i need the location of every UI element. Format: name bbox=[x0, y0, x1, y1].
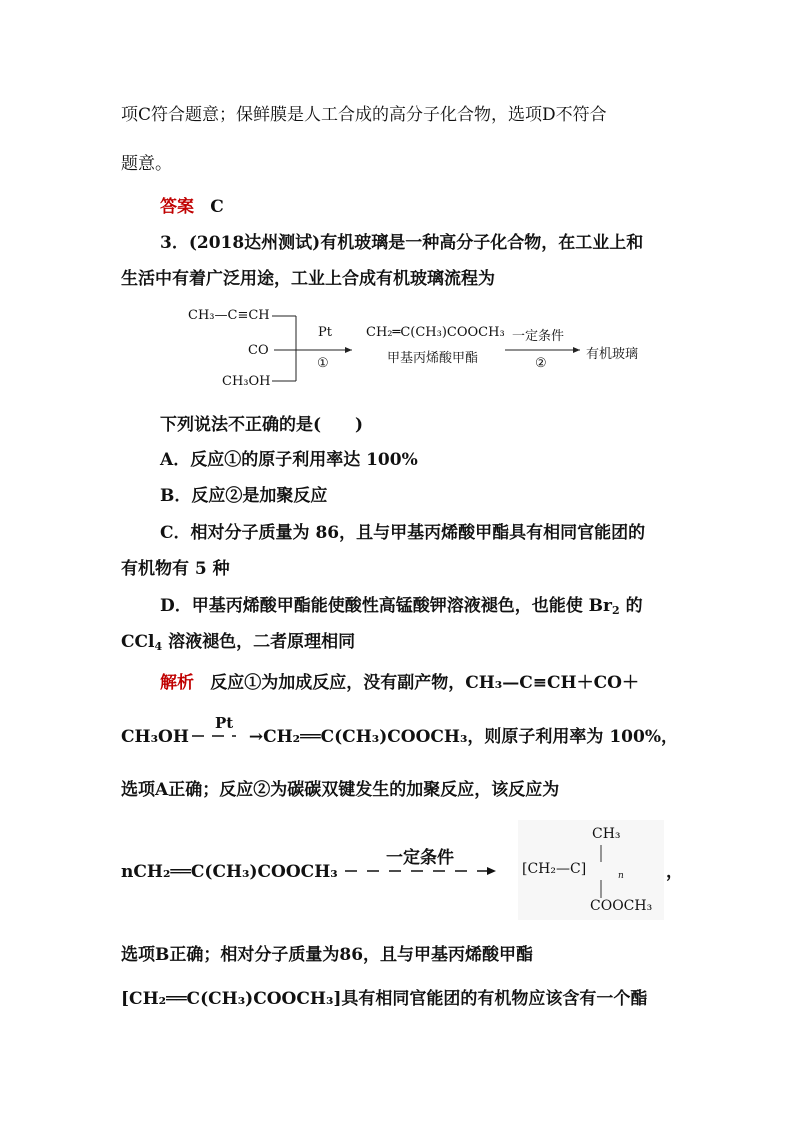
polymer-bonds bbox=[518, 820, 664, 920]
answer-label: 答案 bbox=[160, 197, 194, 217]
step-2-label: ② bbox=[535, 356, 547, 371]
ccl-text: CCl bbox=[121, 632, 155, 652]
pt-label: Pt bbox=[215, 714, 234, 732]
reactant-co: CO bbox=[248, 343, 269, 358]
product-name: 甲基丙烯酸甲酯 bbox=[387, 351, 479, 366]
analysis-text-1: 反应①为加成反应，没有副产物，CH₃—C≡CH＋CO＋ bbox=[210, 673, 639, 693]
analysis-comma: ， bbox=[666, 862, 683, 882]
arrow-1-head bbox=[345, 347, 352, 353]
polymer-ch3: CH₃ bbox=[592, 826, 621, 842]
subscript-4: 4 bbox=[154, 640, 163, 653]
analysis-condition: 一定条件 bbox=[386, 848, 454, 868]
analysis-line-5: 选项B正确；相对分子质量为86，且与甲基丙烯酸甲酯 bbox=[121, 945, 534, 965]
option-c-line-1: C．相对分子质量为 86，且与甲基丙烯酸甲酯具有相同官能团的 bbox=[160, 523, 646, 543]
analysis-line-2 bbox=[121, 725, 678, 749]
option-d-line-2 bbox=[121, 630, 355, 659]
methanol-text: CH₃OH bbox=[121, 727, 189, 747]
option-b: B．反应②是加聚反应 bbox=[160, 486, 328, 506]
question-3-line-1: 3．(2018达州测试)有机玻璃是一种高分子化合物，在工业上和 bbox=[160, 233, 644, 253]
condition-2: 一定条件 bbox=[512, 329, 565, 344]
product-formula: CH₂═C(CH₃)COOCH₃ bbox=[366, 325, 505, 340]
analysis-line-4-formula: nCH₂══C(CH₃)COOCH₃ bbox=[121, 862, 338, 882]
option-d-text: D．甲基丙烯酸甲酯能使酸性高锰酸钾溶液褪色，也能使 Br bbox=[160, 596, 612, 616]
dashed-arrow-head bbox=[487, 867, 496, 875]
polymer-n: n bbox=[618, 871, 624, 881]
text-line-1: 项C符合题意；保鲜膜是人工合成的高分子化合物，选项D不符合 bbox=[121, 105, 607, 125]
question-prompt: 下列说法不正确的是( ) bbox=[160, 415, 364, 435]
option-d-text-end: 的 bbox=[619, 596, 643, 616]
polymer-chain: [CH₂—C] bbox=[522, 861, 587, 877]
reactant-propyne: CH₃—C≡CH bbox=[188, 308, 270, 323]
analysis-line-1 bbox=[160, 671, 639, 695]
step-1-label: ① bbox=[317, 356, 329, 371]
option-c-line-2: 有机物有 5 种 bbox=[121, 559, 230, 579]
polymer-structure bbox=[518, 820, 664, 920]
analysis-label: 解析 bbox=[160, 673, 194, 693]
reactant-methanol: CH₃OH bbox=[222, 374, 271, 389]
option-a: A．反应①的原子利用率达 100% bbox=[160, 450, 418, 470]
final-product: 有机玻璃 bbox=[586, 347, 639, 362]
arrow-2-head bbox=[573, 347, 580, 353]
option-d-line-1 bbox=[160, 594, 643, 623]
question-3-line-2: 生活中有着广泛用途，工业上合成有机玻璃流程为 bbox=[121, 269, 495, 289]
text-line-2: 题意。 bbox=[121, 154, 172, 174]
analysis-text-2: →CH₂══C(CH₃)COOCH₃，则原子利用率为 100%， bbox=[248, 727, 678, 747]
catalyst-pt: Pt bbox=[318, 325, 332, 340]
subscript-2: 2 bbox=[612, 604, 620, 617]
analysis-line-3: 选项A正确；反应②为碳碳双键发生的加聚反应，该反应为 bbox=[121, 780, 560, 800]
analysis-line-6: [CH₂══C(CH₃)COOCH₃]具有相同官能团的有机物应该含有一个酯 bbox=[121, 989, 648, 1009]
polymer-ester: COOCH₃ bbox=[590, 898, 653, 914]
answer-value: C bbox=[210, 197, 224, 217]
option-d-line-2-end: 溶液褪色，二者原理相同 bbox=[162, 632, 356, 652]
